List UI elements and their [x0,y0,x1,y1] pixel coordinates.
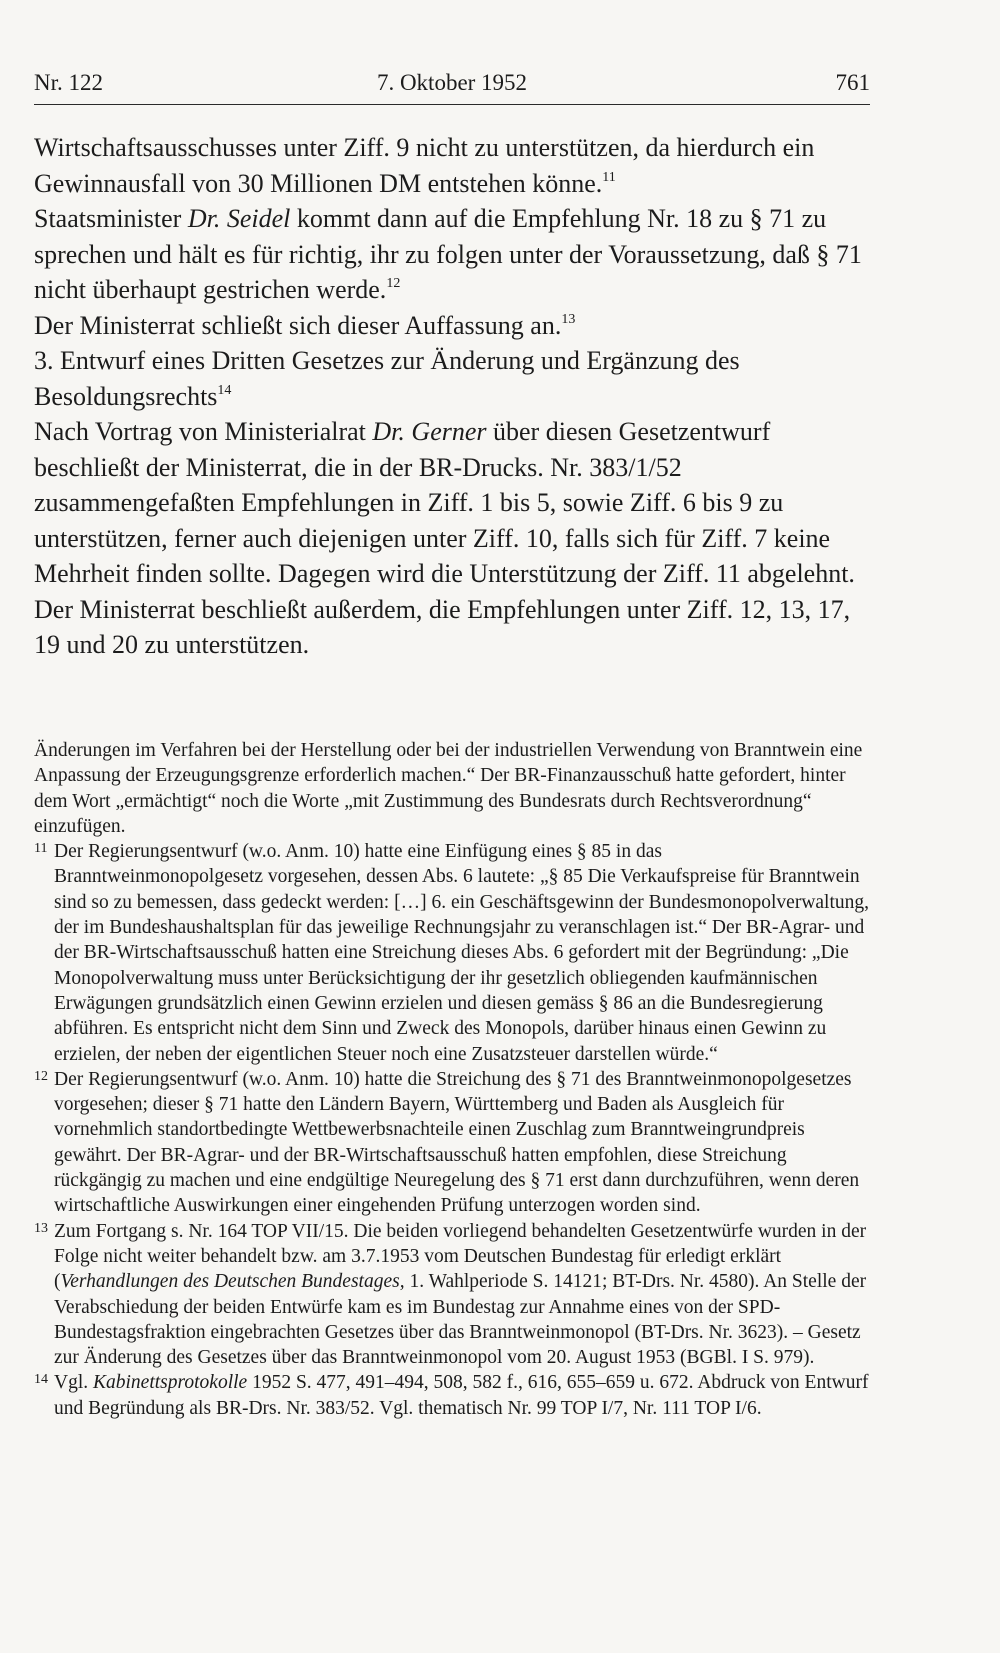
running-header [34,64,870,102]
footnote-number: 13 [34,1220,48,1236]
footnote-number: 14 [34,1372,48,1388]
footnote-ref: 13 [561,311,576,327]
footnote-14 [34,1370,870,1421]
header-date: 7. Oktober 1952 [376,70,528,95]
person-name: Dr. Gerner [372,417,487,446]
footnote-ref: 12 [386,276,401,291]
footnote-ref: 11 [602,169,616,185]
paragraph [34,201,870,308]
paragraph-text: Wirtschaftsausschusses unter Ziff. 9 nicht zu unterstützen, da hierdurch ein Gewinnausfall von 30 Millionen DM entstehen könne. [34,133,815,198]
footnote-text: 1952 S. 477, 491–494, 508, 582 f., 616, 655–659 u. 672. Abdruck von Entwurf und Begründung als BR-Drs. Nr. 383/52. Vgl. thematisch Nr. 99 TOP I/7, Nr. 111 TOP I/6. [54,1372,869,1419]
paragraph-text: Der Ministerrat schließt sich dieser Auffassung an. [34,310,562,340]
footnotes [34,738,870,1421]
paragraph [34,308,870,344]
footnote-text: Der Regierungsentwurf (w.o. Anm. 10) hatte eine Einfügung eines § 85 in das Branntweinmonopolgesetz vorgesehen, dessen Abs. 6 lautete: „§ 85 Die Verkaufspreise für Branntwein sind so zu bemessen, dass gedeckt werden: […] 6. ein Geschäftsgewinn der Bundesmonopolverwaltung, der im Bundeshaushaltsplan für das jeweilige Rechnungsjahr zu veranschlagen ist.“ Der BR-Agrar- und der BR-Wirtschaftsausschuß hatten eine Streichung dieses Abs. 6 gefordert mit der Begründung: „Die Monopolverwaltung muss unter Berücksichtigung der ihr gesetzlich obliegenden kaufmännischen Erwägungen grundsätzlich einen Gewinn erzielen und diesen gemäss § 86 an die Bundesregierung abführen. Es entspricht nicht dem Sinn und Zweck des Monopols, darüber hinaus einen Gewinn zu erzielen, der neben der eigentlichen Steuer noch eine Zusatzsteuer darstellen würde.“ [54,841,870,1065]
paragraph-text: Nach Vortrag von Ministerialrat [34,417,373,446]
footnote-text: Vgl. [54,1372,93,1394]
footnote-text: Der Regierungsentwurf (w.o. Anm. 10) hatte die Streichung des § 71 des Branntweinmonopolgesetzes vorgesehen; dieser § 71 hatte den Ländern Bayern, Württemberg und Baden als Ausgleich für vornehmlich standortbedingte Wettbewerbsnachteile einen Zuschlag zum Branntweingrundpreis gewährt. Der BR-Agrar- und der BR-Wirtschaftsausschuß hatten empfohlen, diese Streichung rückgängig zu machen und eine endgültige Neuregelung des § 71 erst dann durchzuführen, wenn deren wirtschaftliche Auswirkungen einer eingehenden Prüfung unterzogen worden sind. [54,1068,860,1217]
footnote-11 [34,839,870,1067]
document-number: Nr. 122 [34,70,103,95]
paragraph-text: kommt dann auf die Empfehlung Nr. 18 zu § 71 zu sprechen und hält es für richtig, ihr zu folgen unter der Voraussetzung, daß § 71 nicht überhaupt gestrichen werde. [34,204,862,304]
footnote-number: 12 [34,1068,48,1084]
footnote-continued: Änderungen im Verfahren bei der Herstellung oder bei der industriellen Verwendung von Branntwein eine Anpassung der Erzeugungsgrenze erforderlich machen.“ Der BR-Finanzausschuß hatte gefordert, hinter dem Wort „ermächtigt“ noch die Worte „mit Zustimmung des Bundesrats durch Rechtsverordnung“ einzufügen. [34,740,863,837]
heading-text: 3. Entwurf eines Dritten Gesetzes zur Änderung und Ergänzung des Besoldungsrechts [34,346,740,411]
page-number: 761 [835,70,870,95]
footnote-text: 1. Wahlperiode S. 14121; BT-Drs. Nr. 4580). An Stelle der Verabschiedung der beiden Entwürfe kam es im Bundestag zur Annahme eines von der SPD-Bundestagsfraktion eingebrachten Gesetzes über das Branntweinmonopol (BT-Drs. Nr. 3623). – Gesetz zur Änderung des Gesetzes über das Branntweinmonopol vom 20. August 1953 (BGBl. I S. 979). [54,1271,867,1369]
agenda-heading [34,343,870,414]
person-name: Dr. Seidel [187,204,291,233]
main-text [34,130,870,663]
footnote-ref: 14 [217,382,232,398]
citation-title: Verhandlungen des Deutschen Bundestages, [60,1271,405,1293]
paragraph [34,130,870,201]
header-rule [34,104,870,105]
footnote-13 [34,1219,870,1371]
footnote-number: 11 [34,841,48,857]
paragraph-text: Der Ministerrat beschließt außerdem, die Empfehlungen unter Ziff. 12, 13, 17, 19 und 20 zu unterstützen. [34,594,851,659]
paragraph-text: Staatsminister [34,204,188,233]
paragraph [34,592,870,663]
paragraph-text: über diesen Gesetzentwurf beschließt der Ministerrat, die in der BR-Drucks. Nr. 383/1/52 zusammengefaßten Empfehlungen in Ziff. 1 bis 5, sowie Ziff. 6 bis 9 zu unterstützen, ferner auch diejenigen unter Ziff. 10, falls sich für Ziff. 7 keine Mehrheit finden sollte. Dagegen wird die Unterstützung der Ziff. 11 abgelehnt. [34,417,855,588]
footnote-text: Zum Fortgang s. Nr. 164 TOP VII/15. Die beiden vorliegend behandelten Gesetzentwürfe wurden in der Folge nicht weiter behandelt bzw. am 3.7.1953 vom Deutschen Bundestag für erledigt erklärt ( [54,1220,867,1293]
footnote-12 [34,1067,870,1219]
citation-title: Kabinettsprotokolle [93,1372,248,1394]
paragraph [34,414,870,592]
